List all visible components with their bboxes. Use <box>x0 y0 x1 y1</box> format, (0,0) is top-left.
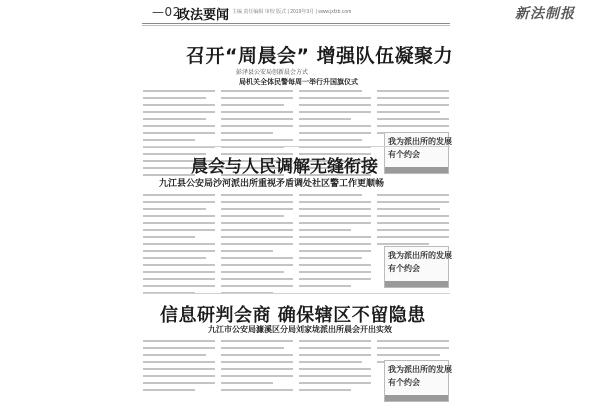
article-2-subhead: 九江县公安局沙河派出所重视矛盾调处社区警工作更顺畅 <box>159 179 385 189</box>
article-1-subhead-1: 彭泽县公安局创新晨会方式 <box>236 69 309 76</box>
article-2-column-2 <box>221 194 293 299</box>
article-3-badge-subtitle: 有个约会 <box>388 378 420 387</box>
article-2-column-4 <box>377 194 449 250</box>
article-1-subhead-2: 局机关全体民警每周一举行升国旗仪式 <box>239 78 358 86</box>
section-number: —02 <box>152 5 181 19</box>
article-1-badge <box>384 132 452 174</box>
article-3-badge <box>384 360 452 402</box>
article-2-column-3 <box>299 194 371 292</box>
article-3-column-2 <box>221 340 293 396</box>
article-2-column-1 <box>143 194 215 299</box>
article-3-column-1 <box>143 340 215 396</box>
header-rule <box>142 23 450 24</box>
article-1-badge-title: 我为派出所的发展 <box>388 137 452 146</box>
article-1-headline: 召开“周晨会” 增强队伍凝聚力 <box>186 45 454 67</box>
newspaper-brand: 新法制报 <box>515 6 575 22</box>
divider <box>143 293 450 294</box>
article-2-badge <box>384 246 452 288</box>
header-rule-secondary <box>142 25 450 26</box>
article-3-badge-title: 我为派出所的发展 <box>388 365 452 374</box>
article-2-headline: 晨会与人民调解无缝衔接 <box>191 157 378 177</box>
article-2-badge-subtitle: 有个约会 <box>388 264 420 273</box>
article-3-column-3 <box>299 340 371 396</box>
article-3-headline: 信息研判会商 确保辖区不留隐患 <box>160 305 426 326</box>
article-3-subhead: 九江市公安局濂溪区分局刘家垅派出所晨会开出实效 <box>208 325 392 334</box>
masthead-meta: 主编 责任编辑 审校 版式 | 2019年3月 | www.jxfzb.com <box>232 9 352 15</box>
article-1-badge-subtitle: 有个约会 <box>388 150 420 159</box>
divider <box>143 146 450 147</box>
section-title: 政法要闻 <box>177 8 230 23</box>
article-2-badge-title: 我为派出所的发展 <box>388 251 452 260</box>
